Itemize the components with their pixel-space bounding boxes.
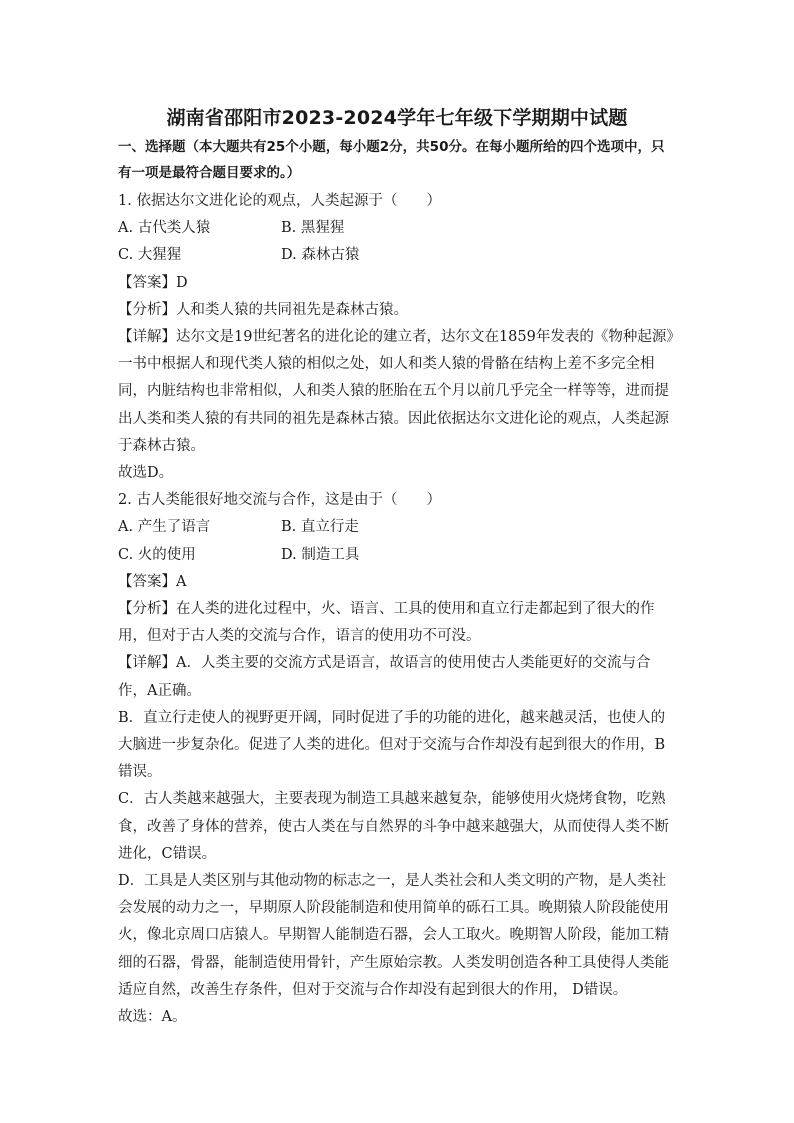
question-1: [118, 188, 676, 487]
answer: 【答案】A: [118, 573, 187, 590]
option-d: D. 制造工具: [281, 546, 360, 563]
detail-a: 【详解】A．人类主要的交流方式是语言，故语言的使用使古人类能更好的交流与合作，A正确。: [118, 655, 651, 699]
option-b: B. 直立行走: [281, 519, 359, 536]
analysis: 【分析】在人类的进化过程中，火、语言、工具的使用和直立行走都起到了很大的作用，但对于古人类的交流与合作，语言的使用功不可没。: [118, 601, 655, 645]
analysis: 【分析】人和类人猿的共同祖先是森林古猿。: [118, 301, 408, 318]
options-row: [118, 242, 676, 269]
conclusion: 故选D。: [118, 465, 174, 482]
question-2: [118, 487, 676, 1031]
page-title: 湖南省邵阳市2023-2024学年七年级下学期期中试题: [166, 107, 628, 129]
option-b: B. 黑猩猩: [281, 220, 345, 237]
answer: 【答案】D: [118, 274, 188, 291]
detail-d: D．工具是人类区别与其他动物的标志之一，是人类社会和人类文明的产物，是人类社会发展的动力之一，早期原人阶段能制造和使用简单的砾石工具。晚期猿人阶段能使用火，像北京周口店猿人。早期智人能制造石器，会人工取火。晚期智人阶段，能加工精细的石器，骨器，能制造使用骨针，产生原始宗教。人类发明创造各种工具使得人类能适应自然，改善生存条件，但对于交流与合作却没有起到很大的作用， D错误。: [118, 873, 669, 998]
option-d: D. 森林古猿: [281, 247, 360, 264]
options-row: [118, 542, 676, 569]
options-row: [118, 514, 676, 541]
question-stem: 1. 依据达尔文进化论的观点，人类起源于（ ）: [118, 193, 441, 209]
question-stem: 2. 古人类能很好地交流与合作，这是由于（ ）: [118, 492, 441, 509]
conclusion: 故选：A。: [118, 1009, 187, 1026]
option-c: C. 火的使用: [118, 546, 196, 563]
detail-b: B．直立行走使人的视野更开阔，同时促进了手的功能的进化，越来越灵活，也使人的大脑进一步复杂化。促进了人类的进化。但对于交流与合作却没有起到很大的作用，B错误。: [118, 709, 666, 781]
detail-c: C．古人类越来越强大，主要表现为制造工具越来越复杂，能够使用火烧烤食物，吃熟食，改善了身体的营养，使古人类在与自然界的斗争中越来越强大，从而使得人类不断进化，C错误。: [118, 791, 669, 862]
options-row: [118, 215, 676, 242]
section-heading: 一、选择题（本大题共有25个小题，每小题2分，共50分。在每小题所给的四个选项中，只有一项是最符合题目要求的。）: [118, 139, 665, 181]
option-c: C. 大猩猩: [118, 247, 182, 264]
option-a: A. 古代类人猿: [118, 220, 211, 237]
detail: 【详解】达尔文是19世纪著名的进化论的建立者，达尔文在1859年发表的《物种起源》一书中根据人和现代类人猿的相似之处，如人和类人猿的骨骼在结构上差不多完全相同，内脏结构也非常相似，人和类人猿的胚胎在五个月以前几乎完全一样等等，进而提出人类和类人猿的有共同的祖先是森林古猿。因此依据达尔文进化论的观点，人类起源于森林古猿。: [118, 329, 674, 454]
option-a: A. 产生了语言: [118, 519, 211, 536]
